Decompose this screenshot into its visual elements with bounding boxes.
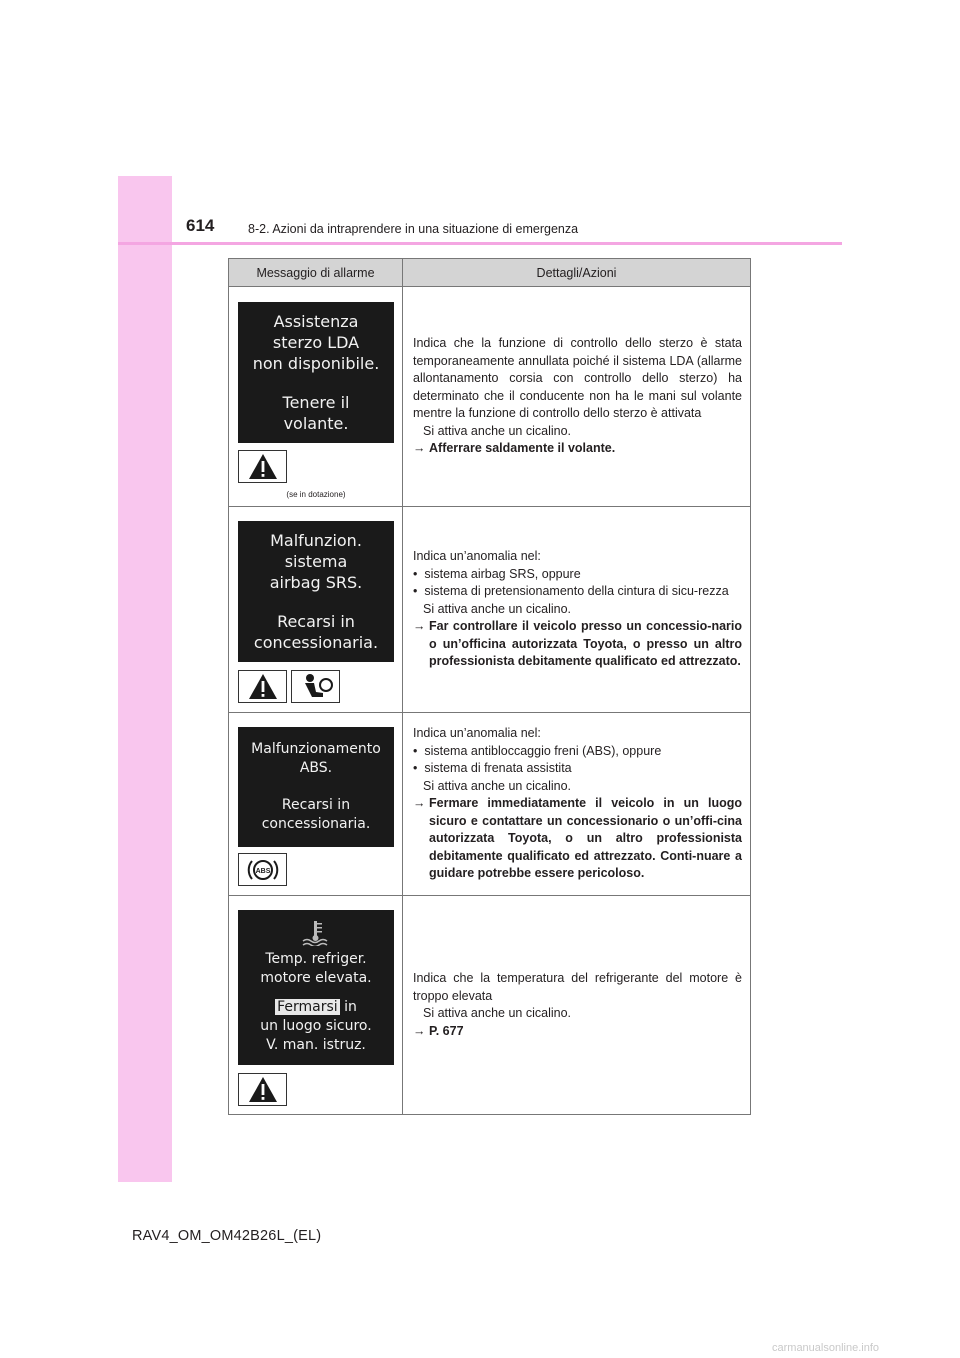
section-title: 8-2. Azioni da intraprendere in una situazione di emergenza — [248, 222, 579, 236]
display-line: motore elevata. — [260, 970, 372, 986]
arrow-right-icon: → — [413, 441, 426, 456]
watermark: carmanualsonline.info — [772, 1342, 880, 1354]
column-header-message: Messaggio di allarme — [229, 259, 403, 286]
display-line: un luogo sicuro. — [260, 1018, 372, 1034]
details-intro: Indica un’anomalia nel: — [413, 726, 541, 741]
side-band — [118, 176, 172, 1182]
buzzer-text: Si attiva anche un cicalino. — [423, 1006, 572, 1020]
display-message-srs — [238, 521, 394, 662]
display-line: Assistenza — [273, 312, 359, 331]
details-cell — [403, 713, 750, 895]
table-row — [229, 287, 750, 507]
details-cell — [403, 287, 750, 506]
message-cell — [229, 507, 403, 712]
message-cell — [229, 713, 403, 895]
document-code: RAV4_OM_OM42B26L_(EL) — [132, 1228, 322, 1244]
action-text: → Afferrare saldamente il volante. — [413, 440, 742, 458]
warning-messages-table — [228, 258, 751, 1115]
display-line: Malfunzionamento — [251, 741, 381, 757]
abs-icon-label: ABS — [255, 867, 270, 875]
display-line: airbag SRS. — [269, 573, 363, 592]
coolant-temperature-icon — [301, 920, 331, 946]
header-divider — [118, 242, 842, 245]
display-line: volante. — [283, 414, 349, 433]
table-header — [229, 259, 750, 287]
display-line: non disponibile. — [252, 354, 380, 373]
airbag-icon — [291, 670, 340, 703]
display-message-coolant — [238, 910, 394, 1065]
arrow-right-icon: → — [413, 619, 426, 634]
display-line: Temp. refriger. — [265, 951, 367, 967]
optional-equipment-note: (se in dotazione) — [286, 490, 346, 499]
abs-icon — [238, 853, 287, 886]
details-intro: Indica un’anomalia nel: — [413, 549, 541, 564]
warning-triangle-icon — [238, 670, 287, 703]
table-row — [229, 507, 750, 713]
buzzer-text: Si attiva anche un cicalino. — [423, 778, 572, 793]
list-item: • sistema di frenata assistita — [413, 761, 572, 776]
display-line: sistema — [284, 552, 348, 571]
display-line: V. man. istruz. — [266, 1037, 366, 1053]
display-message-lda — [238, 302, 394, 443]
column-header-details: Dettagli/Azioni — [536, 265, 617, 280]
table-row — [229, 896, 750, 1114]
arrow-right-icon: → — [413, 1023, 426, 1038]
display-message-abs — [238, 727, 394, 847]
page-reference: → P. 677 — [413, 1023, 742, 1041]
message-cell — [229, 896, 403, 1114]
buzzer-text: Si attiva anche un cicalino. — [423, 423, 572, 438]
display-line: sterzo LDA — [272, 333, 360, 352]
action-text: → Fermare immediatamente il veicolo in un luogo sicuro e contattare un concessionario o un’offi-cina autorizzata Toyota, o un altro professionista debitamente qualificato ed attrezzato. Conti-nuare a guidare potrebbe essere pericoloso. — [413, 796, 742, 881]
display-line: concessionaria. — [253, 633, 379, 652]
message-cell — [229, 287, 403, 506]
list-item: • sistema di pretensionamento della cintura di sicu-rezza — [413, 584, 729, 599]
details-cell — [403, 896, 750, 1114]
details-text: Indica che la temperatura del refrigerante del motore è troppo elevata — [413, 971, 742, 1003]
display-line: ABS. — [299, 760, 333, 776]
page-number: 614 — [186, 216, 215, 235]
warning-triangle-icon — [238, 1073, 287, 1106]
display-line: Fermarsi in — [277, 999, 357, 1015]
table-row — [229, 713, 750, 896]
display-line: Tenere il — [282, 393, 350, 412]
list-item: • sistema airbag SRS, oppure — [413, 566, 581, 581]
display-line: concessionaria. — [261, 816, 371, 832]
buzzer-text: Si attiva anche un cicalino. — [423, 601, 572, 616]
details-cell — [403, 507, 750, 712]
list-item: • sistema antibloccaggio freni (ABS), oppure — [413, 743, 662, 758]
action-text: → Far controllare il veicolo presso un concessio-nario o un’officina autorizzata Toyota, o presso un altro professionista debitamente qualificato ed attrezzato. — [413, 619, 742, 669]
display-line: Recarsi in — [281, 797, 351, 813]
warning-triangle-icon — [238, 450, 287, 483]
details-text: Indica che la funzione di controllo dello sterzo è stata temporaneamente annullata poiché il sistema LDA (allarme allontanamento corsia con controllo dello sterzo) ha determinato che il conducente non ha le mani sul volante mentre la funzione di controllo dello sterzo è attivata — [413, 336, 742, 421]
display-line: Malfunzion. — [270, 531, 362, 550]
display-line: Recarsi in — [277, 612, 355, 631]
arrow-right-icon: → — [413, 796, 426, 811]
